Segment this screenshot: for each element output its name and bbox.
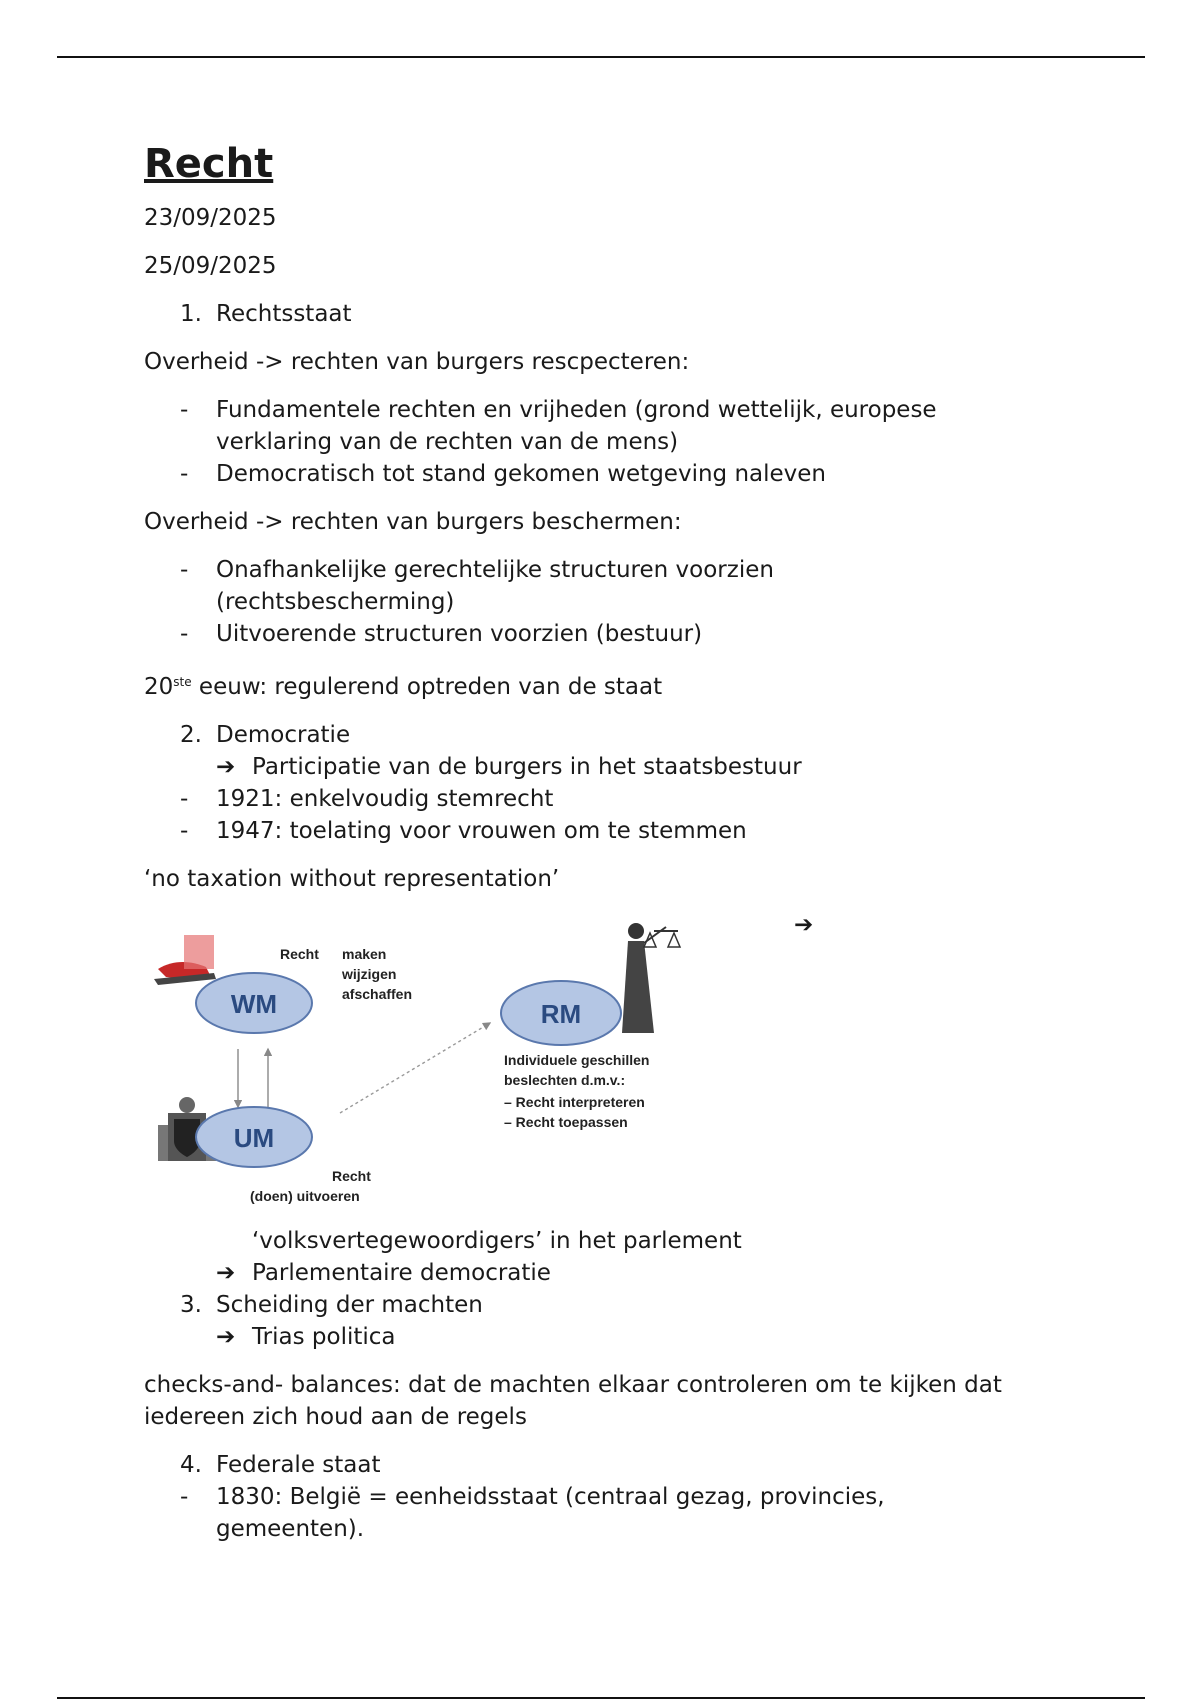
powers-diagram: WM UM RM Recht maken wijzigen afschaffen Recht (doen) uitvoeren Individuele geschillen beslechten d.m.v.: – Recht interpreteren – Recht toepassen ➔ [144,905,1084,1225]
um-label: UM [233,1123,275,1153]
list-item: - Onafhankelijke gerechtelijke structuren voorzien [180,557,774,583]
rm-text-1: Individuele geschillen [504,1052,650,1068]
um-recht-text: Recht [332,1168,371,1184]
heading-rechtsstaat: 1. Rechtsstaat [180,301,352,327]
page-title: Recht [144,141,274,187]
arrow-item: ➔ Participatie van de burgers in het staatsbestuur [216,754,802,780]
list-item: - 1921: enkelvoudig stemrecht [180,786,554,812]
heading-democratie: 2. Democratie [180,722,351,748]
list-item-continuation: (rechtsbescherming) [216,589,455,615]
heading-federale-staat: 4. Federale staat [180,1452,381,1478]
list-item: - Democratisch tot stand gekomen wetgeving naleven [180,461,826,487]
list-item: - Uitvoerende structuren voorzien (bestuur) [180,621,703,647]
um-to-rm-arrow [340,1023,490,1113]
wm-recht-text: Recht [280,946,319,962]
list-item: - Fundamentele rechten en vrijheden (grond wettelijk, europese [180,397,937,423]
heading-scheiding: 3. Scheiding der machten [180,1292,483,1318]
after-diagram-line: ‘volksvertegewoordigers’ in het parlement [252,1228,742,1254]
lady-justice-icon [622,923,680,1033]
list-item: - 1947: toelating voor vrouwen om te stemmen [180,818,747,844]
quote: ‘no taxation without representation’ [144,866,560,892]
rm-text-3: – Recht interpreteren [504,1094,645,1110]
wm-action-1: maken [342,946,387,962]
protect-intro: Overheid -> rechten van burgers beschermen: [144,509,682,535]
hand-icon [154,935,216,985]
arrow-item: ➔ Trias politica [216,1324,396,1350]
date-1: 23/09/2025 [144,205,277,231]
arrow-item: ➔ Parlementaire democratie [216,1260,551,1286]
list-item: - 1830: België = eenheidsstaat (centraal gezag, provincies, [180,1484,885,1510]
wm-action-3: afschaffen [342,986,413,1002]
header-rule [57,56,1145,58]
footer-rule [57,1697,1145,1699]
rm-text-2: beslechten d.m.v.: [504,1072,626,1088]
wm-label: WM [230,989,278,1019]
respect-intro: Overheid -> rechten van burgers rescpecteren: [144,349,690,375]
um-uitvoeren-text: (doen) uitvoeren [250,1188,360,1204]
document-body [144,140,1084,1545]
date-2: 25/09/2025 [144,253,277,279]
wm-action-2: wijzigen [342,966,397,982]
trias-diagram [144,913,704,1213]
checks-balances: checks-and- balances: dat de machten elkaar controleren om te kijken dat iedereen zich houd aan de regels [144,1372,1002,1430]
list-item-continuation: gemeenten). [216,1516,365,1542]
rm-label: RM [540,999,582,1029]
century-line: 20ste eeuw: regulerend optreden van de staat [144,674,663,700]
rm-text-4: – Recht toepassen [504,1114,628,1130]
list-item-continuation: verklaring van de rechten van de mens) [216,429,679,455]
